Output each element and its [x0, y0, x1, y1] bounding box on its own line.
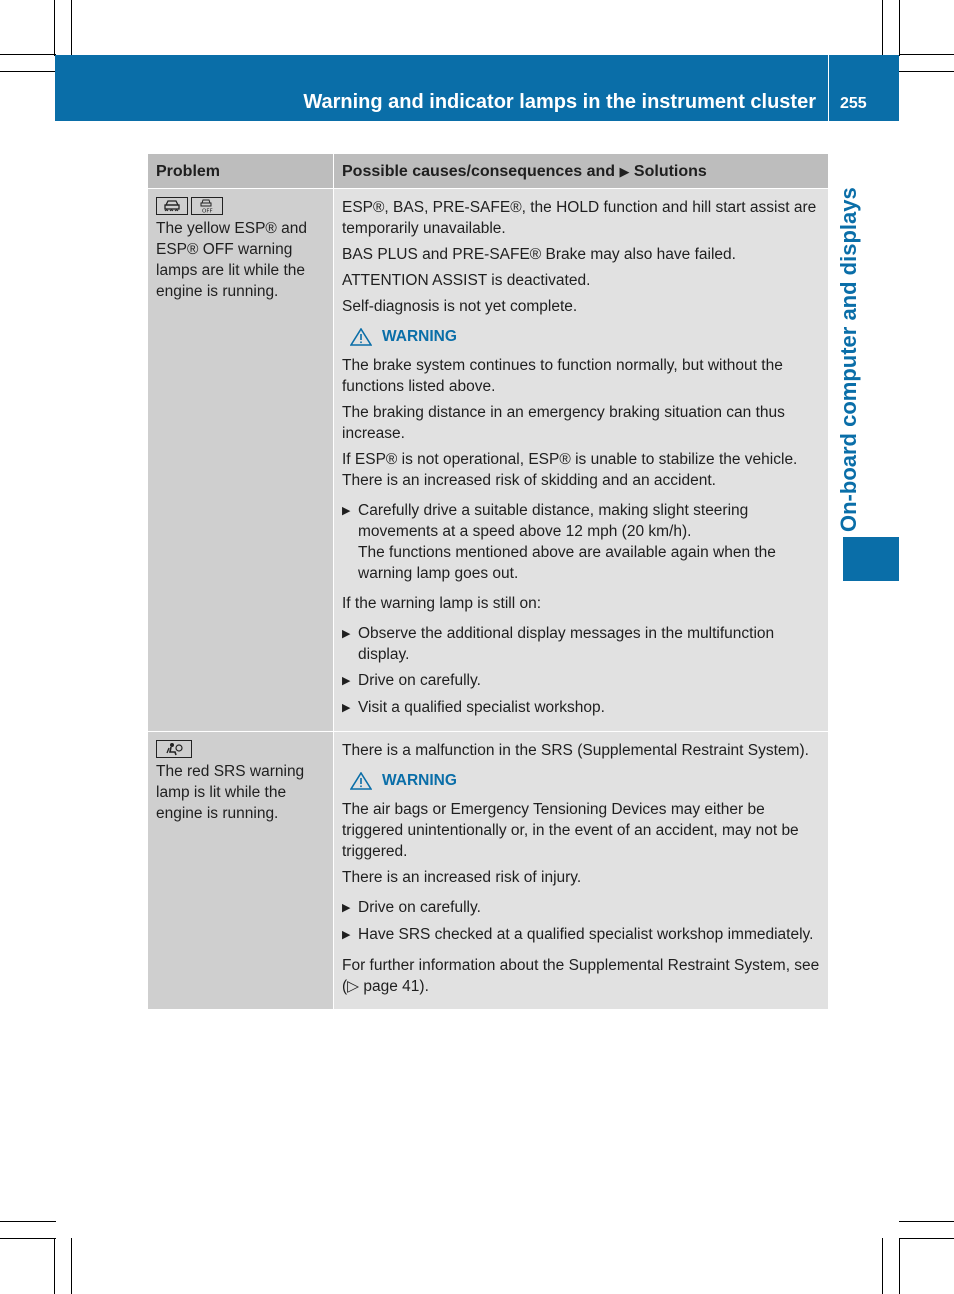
warning-label: WARNING — [382, 772, 457, 789]
crop-mark — [882, 0, 883, 56]
column-header-solutions-prefix: Possible causes/consequences and — [342, 163, 616, 180]
section-side-tab: On-board computer and displays — [836, 187, 861, 532]
warning-text: The brake system continues to function normally, but without the functions listed above. — [342, 357, 783, 395]
cause-text: There is a malfunction in the SRS (Supplemental Restraint System). — [342, 742, 809, 759]
problem-text: The yellow ESP® and ESP® OFF warning lamps are lit while the engine is running. — [156, 220, 307, 300]
warning-lamps-table — [148, 154, 828, 1009]
warning-text: There is an increased risk of injury. — [342, 869, 582, 886]
cause-text: ATTENTION ASSIST is deactivated. — [342, 272, 591, 289]
cause-text: Self-diagnosis is not yet complete. — [342, 298, 578, 315]
esp-off-warning-lamp-icon — [191, 197, 223, 215]
header-bar — [55, 55, 828, 121]
svg-text:OFF: OFF — [202, 208, 213, 213]
step-arrow-icon: ▶ — [342, 505, 351, 517]
esp-warning-lamp-icon — [156, 197, 188, 215]
warning-heading — [350, 770, 821, 791]
warning-heading — [350, 326, 821, 347]
warning-text: The air bags or Emergency Tensioning Devices may either be triggered unintentionally or, in the event of an accident, may not be triggered. — [342, 801, 799, 860]
instruction-step — [342, 500, 821, 584]
column-header-problem: Problem — [148, 154, 334, 189]
table-header-row — [148, 154, 828, 189]
crop-mark — [71, 0, 72, 56]
arrow-right-icon: ▶ — [619, 164, 630, 179]
table-row — [148, 732, 828, 1010]
step-arrow-icon: ▶ — [342, 902, 351, 914]
step-text: Drive on carefully. — [358, 672, 481, 689]
warning-text: The braking distance in an emergency braking situation can thus increase. — [342, 404, 785, 442]
crop-mark — [899, 1238, 900, 1294]
cause-text: ESP®, BAS, PRE-SAFE®, the HOLD function and hill start assist are temporarily unavailable. — [342, 199, 817, 237]
crop-mark — [0, 71, 56, 72]
problem-text: The red SRS warning lamp is lit while the engine is running. — [156, 763, 305, 822]
column-header-solutions — [334, 154, 829, 189]
instruction-step — [342, 670, 821, 692]
further-info-text: For further information about the Supplemental Restraint System, see (▷ page 41). — [342, 957, 820, 995]
crop-mark — [899, 1221, 954, 1222]
section-side-tab-marker — [843, 537, 899, 581]
page-title: Warning and indicator lamps in the instrument cluster — [303, 91, 816, 113]
step-arrow-icon: ▶ — [342, 929, 351, 941]
crop-mark — [882, 1238, 883, 1294]
crop-mark — [0, 1221, 56, 1222]
step-text: Have SRS checked at a qualified specialist workshop immediately. — [358, 926, 814, 943]
crop-mark — [54, 1238, 55, 1294]
crop-mark — [0, 54, 56, 55]
instruction-step — [342, 623, 821, 665]
crop-mark — [899, 1238, 954, 1239]
crop-mark — [899, 71, 954, 72]
step-note: The functions mentioned above are available again when the warning lamp goes out. — [358, 544, 776, 582]
problem-cell — [148, 732, 334, 1010]
step-text: Drive on carefully. — [358, 899, 481, 916]
step-arrow-icon: ▶ — [342, 628, 351, 640]
crop-mark — [899, 54, 954, 55]
problem-cell — [148, 189, 334, 732]
solution-cell — [334, 189, 829, 732]
crop-mark — [54, 0, 55, 56]
crop-mark — [899, 0, 900, 56]
crop-mark — [71, 1238, 72, 1294]
solution-cell — [334, 732, 829, 1010]
step-text: Visit a qualified specialist workshop. — [358, 699, 605, 716]
warning-triangle-icon — [350, 328, 372, 346]
srs-warning-lamp-icon — [156, 740, 192, 758]
warning-text: If ESP® is not operational, ESP® is unable to stabilize the vehicle. There is an increased risk of skidding and an accident. — [342, 451, 798, 489]
instruction-step — [342, 924, 821, 946]
warning-triangle-icon — [350, 772, 372, 790]
page-number: 255 — [840, 95, 867, 112]
warning-label: WARNING — [382, 328, 457, 345]
crop-mark — [0, 1238, 56, 1239]
cause-text: BAS PLUS and PRE-SAFE® Brake may also have failed. — [342, 246, 736, 263]
step-arrow-icon: ▶ — [342, 702, 351, 714]
table-row — [148, 189, 828, 732]
step-arrow-icon: ▶ — [342, 675, 351, 687]
instruction-step — [342, 897, 821, 919]
column-header-solutions-suffix: Solutions — [633, 163, 707, 180]
step-text: Carefully drive a suitable distance, making slight steering movements at a speed above 12 mph (20 km/h). — [358, 502, 749, 540]
step-text: Observe the additional display messages in the multifunction display. — [358, 625, 775, 663]
page-number-box — [829, 55, 899, 121]
condition-text: If the warning lamp is still on: — [342, 595, 542, 612]
instruction-step — [342, 697, 821, 719]
